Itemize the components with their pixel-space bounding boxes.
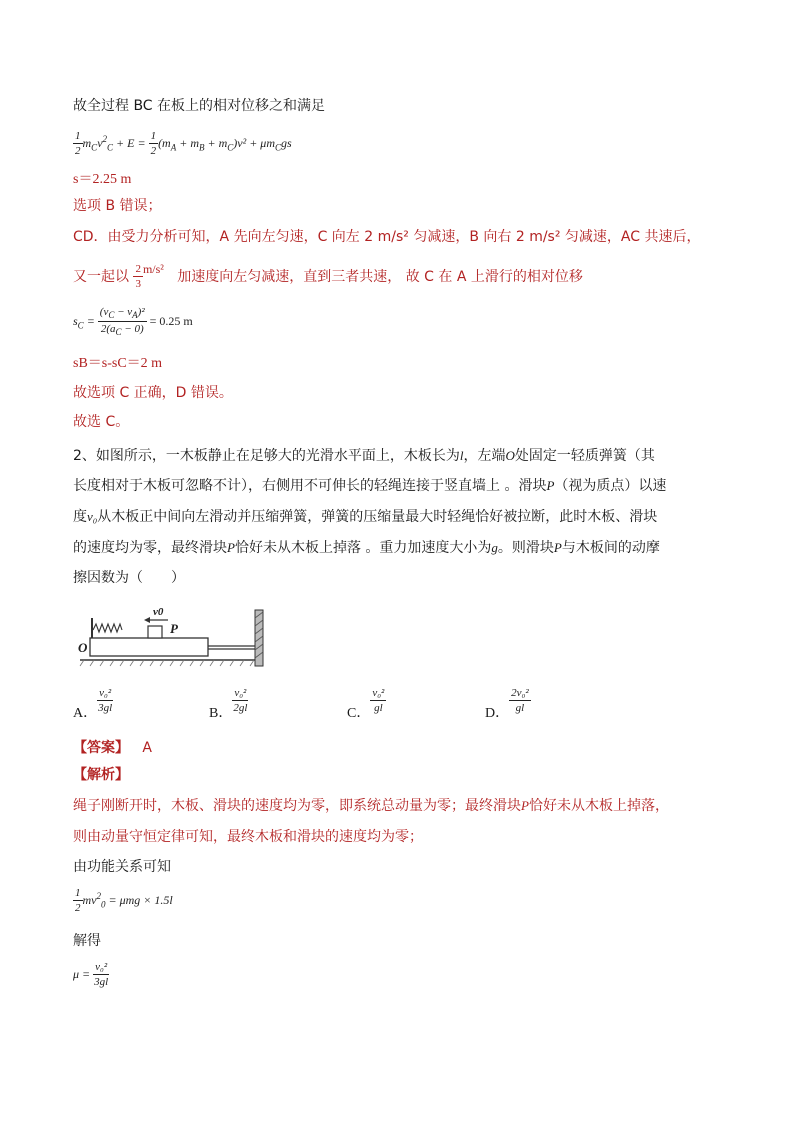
text-line: CD．由受力分析可知，A 先向左匀速，C 向左 2 m/s² 匀减速，B 向右 2 m/s² 匀减速，AC 共速后， [73,229,701,245]
text-line: 选项 B 错误； [73,198,162,214]
analysis-tag: 【解析】 [73,767,129,783]
analysis-line: 解得 [73,933,101,949]
choice-b[interactable]: B． $\frac{\text{v₀²}}{2gl}$ [209,687,248,721]
question-line: 度v₀从木板正中间向左滑动并压缩弹簧，弹簧的压缩量最大时轻绳恰好被拉断，此时木板、滑块 [73,509,658,525]
choice-c[interactable]: C． $\frac{\text{v₀²}}{gl}$ [347,687,385,721]
answer-line: 【答案】 A [73,740,152,756]
result-s: s＝2.25 m [73,172,132,187]
question-line: 2、如图所示，一木板静止在足够大的光滑水平面上，木板长为l，左端O处固定一轻质弹簧（其 [73,448,655,464]
question-line: 长度相对于木板可忽略不计），右侧用不可伸长的轻绳连接于竖直墙上 。滑块P（视为质点）以速 [73,478,667,494]
text-line: 故选 C。 [73,414,130,430]
analysis-line: 由功能关系可知 [73,859,171,875]
physics-diagram [76,600,268,668]
sc-equation: $s_C$ = $\frac{(v_C - v_A)^2}{2(a_C - 0)}$ = 0.25 m [73,306,193,338]
p-label: P [170,621,178,636]
accel-fraction: $\frac{2}{3}$ [135,263,141,290]
choice-d[interactable]: D． $\frac{\text{2v₀²}}{gl}$ [485,687,529,721]
analysis-line: 绳子刚断开时，木板、滑块的速度均为零，即系统总动量为零；最终滑块P恰好未从木板上掉落， [73,798,669,814]
energy-equation: $\frac{1}{2}$ $m_Cv^2_C + E$ = $\frac{1}{2}$ $(m_A + m_B + m_C)v^2 + \mu m_Cgs$ [75,130,292,158]
question-line: 擦因数为（ ） [73,570,185,586]
energy-formula: $\frac{1}{2}$ $mv^2_0 = \mu mg \times 1.5l$ [75,887,173,915]
text-line: 又一起以 $\frac{2}{3}$ m/s² 加速度向左匀减速，直到三者共速， 故 C 在 A 上滑行的相对位移 [73,262,583,290]
question-line: 的速度均为零，最终滑块P恰好未从木板上掉落 。重力加速度大小为g。则滑块P与木板间的动摩 [73,540,660,556]
choice-a[interactable]: A． $\frac{\text{v₀²}}{3gl}$ [73,687,113,721]
o-label: O [78,640,88,655]
mu-result: μ = $\frac{\text{v₀²}}{3gl}$ [73,961,109,988]
text-line: 故选项 C 正确，D 错误。 [73,385,233,401]
v0-label: v0 [153,606,164,618]
analysis-line: 则由动量守恒定律可知，最终木板和滑块的速度均为零； [73,829,423,845]
result-sb: sB＝s-sC＝2 m [73,356,163,371]
text-line: 故全过程 BC 在板上的相对位移之和满足 [73,98,326,114]
